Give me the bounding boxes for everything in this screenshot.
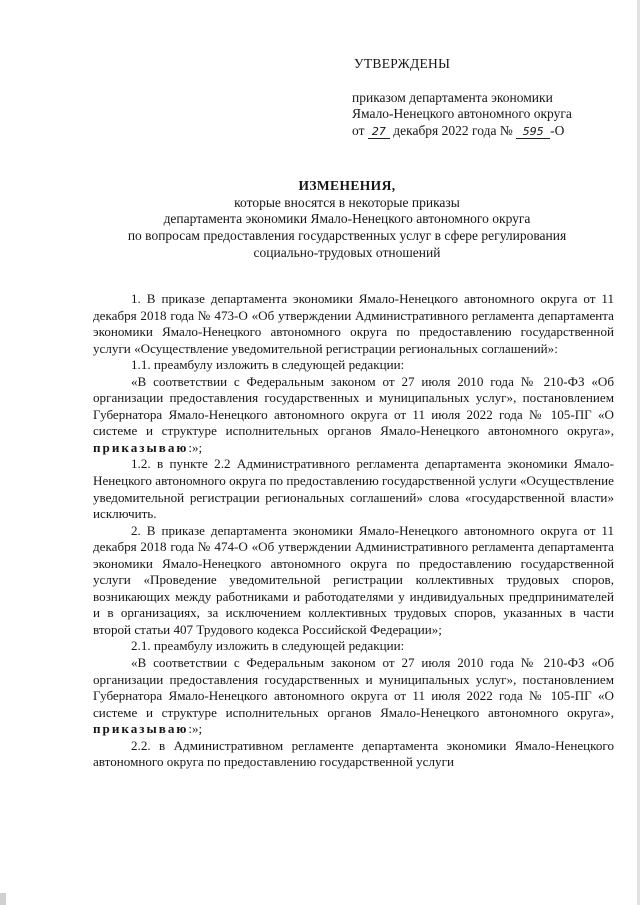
title-main: ИЗМЕНЕНИЯ,: [298, 178, 396, 193]
handwritten-day: 27: [368, 126, 390, 139]
quote-end: :»;: [188, 721, 203, 737]
paragraph-2: 2. В приказе департамента экономики Ямало-Ненецкого автономного округа от 11 декабря 2018 года № 474-О «Об утверждении Административного регламента департамента экономики Ямало-Ненецкого автономного округа по предоставлению государственной услуги «Проведение уведомительной регистрации коллективных трудовых споров, возникающих между работниками и работодателями у индивидуальных предпринимателей и в организациях, за исключением коллективных трудовых споров, указанных в части второй статьи 407 Трудового кодекса Российской Федерации»;: [93, 522, 614, 637]
paragraph-1: 1. В приказе департамента экономики Ямало-Ненецкого автономного округа от 11 декабря 2018 года № 473-О «Об утверждении Административного регламента департамента экономики Ямало-Ненецкого автономного округа по предоставлению государственной услуги «Осуществление уведомительной регистрации региональных соглашений»:: [93, 291, 614, 356]
date-prefix: от: [352, 122, 365, 138]
document-title: [80, 178, 614, 262]
title-line-1: которые вносятся в некоторые приказы: [234, 194, 460, 210]
title-line-3: по вопросам предоставления государственных услуг в сфере регулирования: [127, 228, 567, 244]
decree-word: приказываю: [93, 721, 189, 737]
approval-heading: УТВЕРЖДЕНЫ: [354, 56, 451, 71]
approval-line-1: приказом департамента экономики: [352, 89, 553, 105]
paragraph-1-1-quote: [93, 374, 614, 457]
quote-text: «В соответствии с Федеральным законом от 27 июля 2010 года № 210-ФЗ «Об организации предоставления государственных и муниципальных услуг», постановлением Губернатора Ямало-Ненецкого автономного округа от 11 июля 2022 года № 105-ПГ «О системе и структуре исполнительных органов Ямало-Ненецкого автономного округа»,: [93, 373, 614, 439]
scan-corner-mark: [0, 893, 6, 905]
paragraph-2-1-quote: [93, 655, 614, 738]
quote-end: :»;: [188, 439, 203, 455]
approval-date-line: [352, 123, 622, 140]
handwritten-number: 595: [516, 126, 550, 139]
paragraph-2-2: 2.2. в Административном регламенте департамента экономики Ямало-Ненецкого автономного округа по предоставлению государственной услуги: [93, 737, 614, 770]
title-line-2: департамента экономики Ямало-Ненецкого автономного округа: [163, 211, 531, 227]
quote-text: «В соответствии с Федеральным законом от 27 июля 2010 года № 210-ФЗ «Об организации предоставления государственных и муниципальных услуг», постановлением Губернатора Ямало-Ненецкого автономного округа от 11 июля 2022 года № 105-ПГ «О системе и структуре исполнительных органов Ямало-Ненецкого автономного округа»,: [93, 655, 614, 720]
document-body: [93, 291, 614, 771]
date-rest: декабря 2022 года №: [393, 122, 513, 138]
approval-line-2: Ямало-Ненецкого автономного округа: [352, 106, 572, 121]
title-line-4: социально-трудовых отношений: [253, 244, 441, 260]
approval-block: [352, 56, 622, 139]
paragraph-1-2: 1.2. в пункте 2.2 Административного регламента департамента экономики Ямало-Ненецкого автономного округа по предоставлению государственной услуги «Осуществление уведомительной регистрации региональных соглашений» слова «государственной власти» исключить.: [93, 456, 614, 522]
number-suffix: -О: [550, 122, 565, 138]
paragraph-1-1: 1.1. преамбулу изложить в следующей редакции:: [131, 357, 405, 373]
decree-word: приказываю: [93, 439, 189, 455]
paragraph-2-1: 2.1. преамбулу изложить в следующей редакции:: [131, 638, 405, 654]
